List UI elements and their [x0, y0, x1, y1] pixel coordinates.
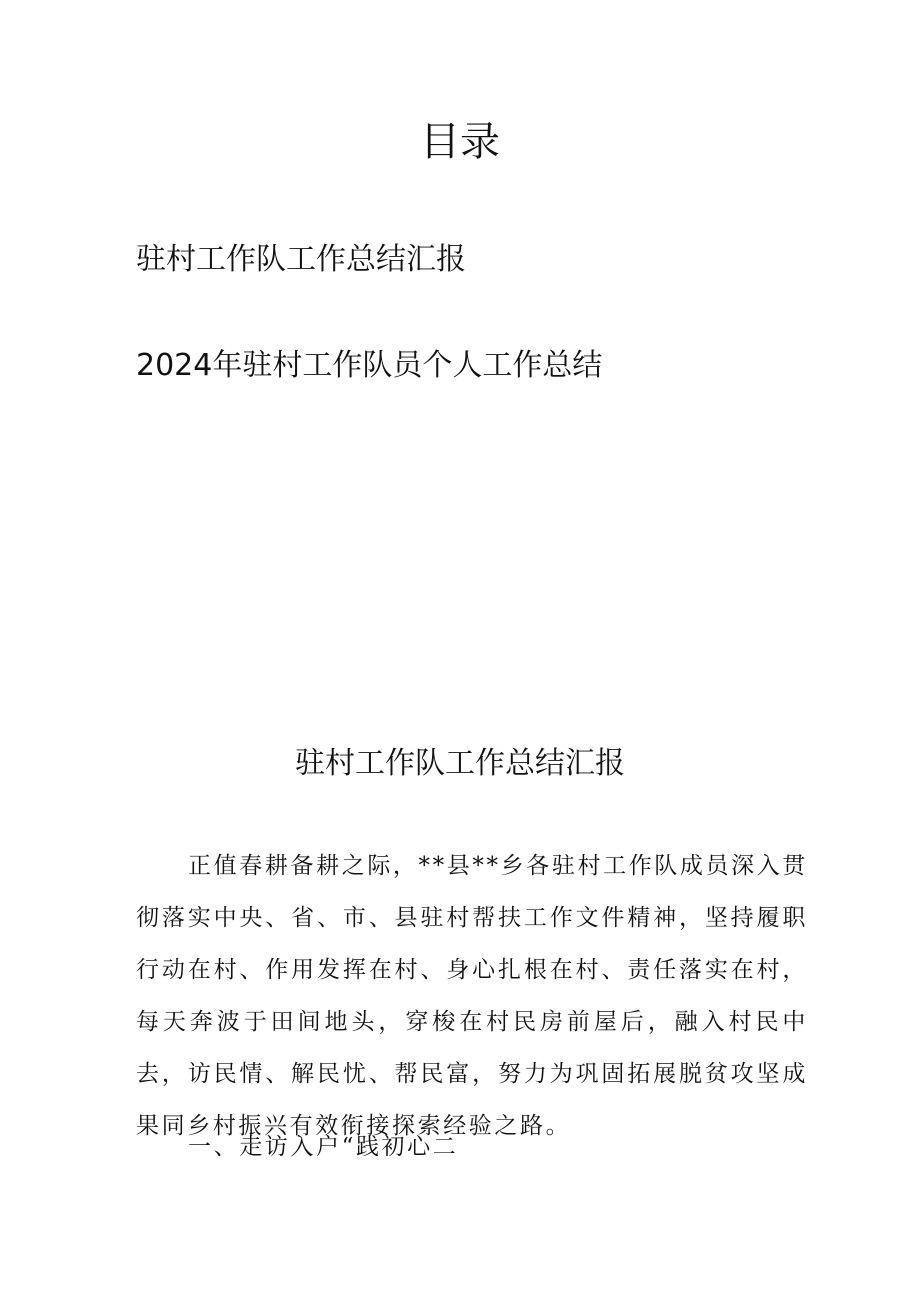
- document-title: 驻村工作队工作总结汇报: [295, 746, 625, 781]
- toc-entry-2[interactable]: 2024年驻村工作队员个人工作总结: [136, 348, 603, 383]
- body-paragraph: 正值春耕备耕之际，**县**乡各驻村工作队成员深入贯彻落实中央、省、市、县驻村帮扶工作文件精神，坚持履职行动在村、作用发挥在村、身心扎根在村、责任落实在村，每天奔波于田间地头，穿梭在村民房前屋后，融入村民中去，访民情、解民忧、帮民富，努力为巩固拓展脱贫攻坚成果同乡村振兴有效衔接探索经验之路。: [136, 853, 808, 1139]
- toc-entry-1[interactable]: 驻村工作队工作总结汇报: [136, 242, 466, 277]
- toc-title: 目录: [420, 119, 500, 165]
- section-heading: 一、走访入户“践初心二: [188, 1134, 459, 1160]
